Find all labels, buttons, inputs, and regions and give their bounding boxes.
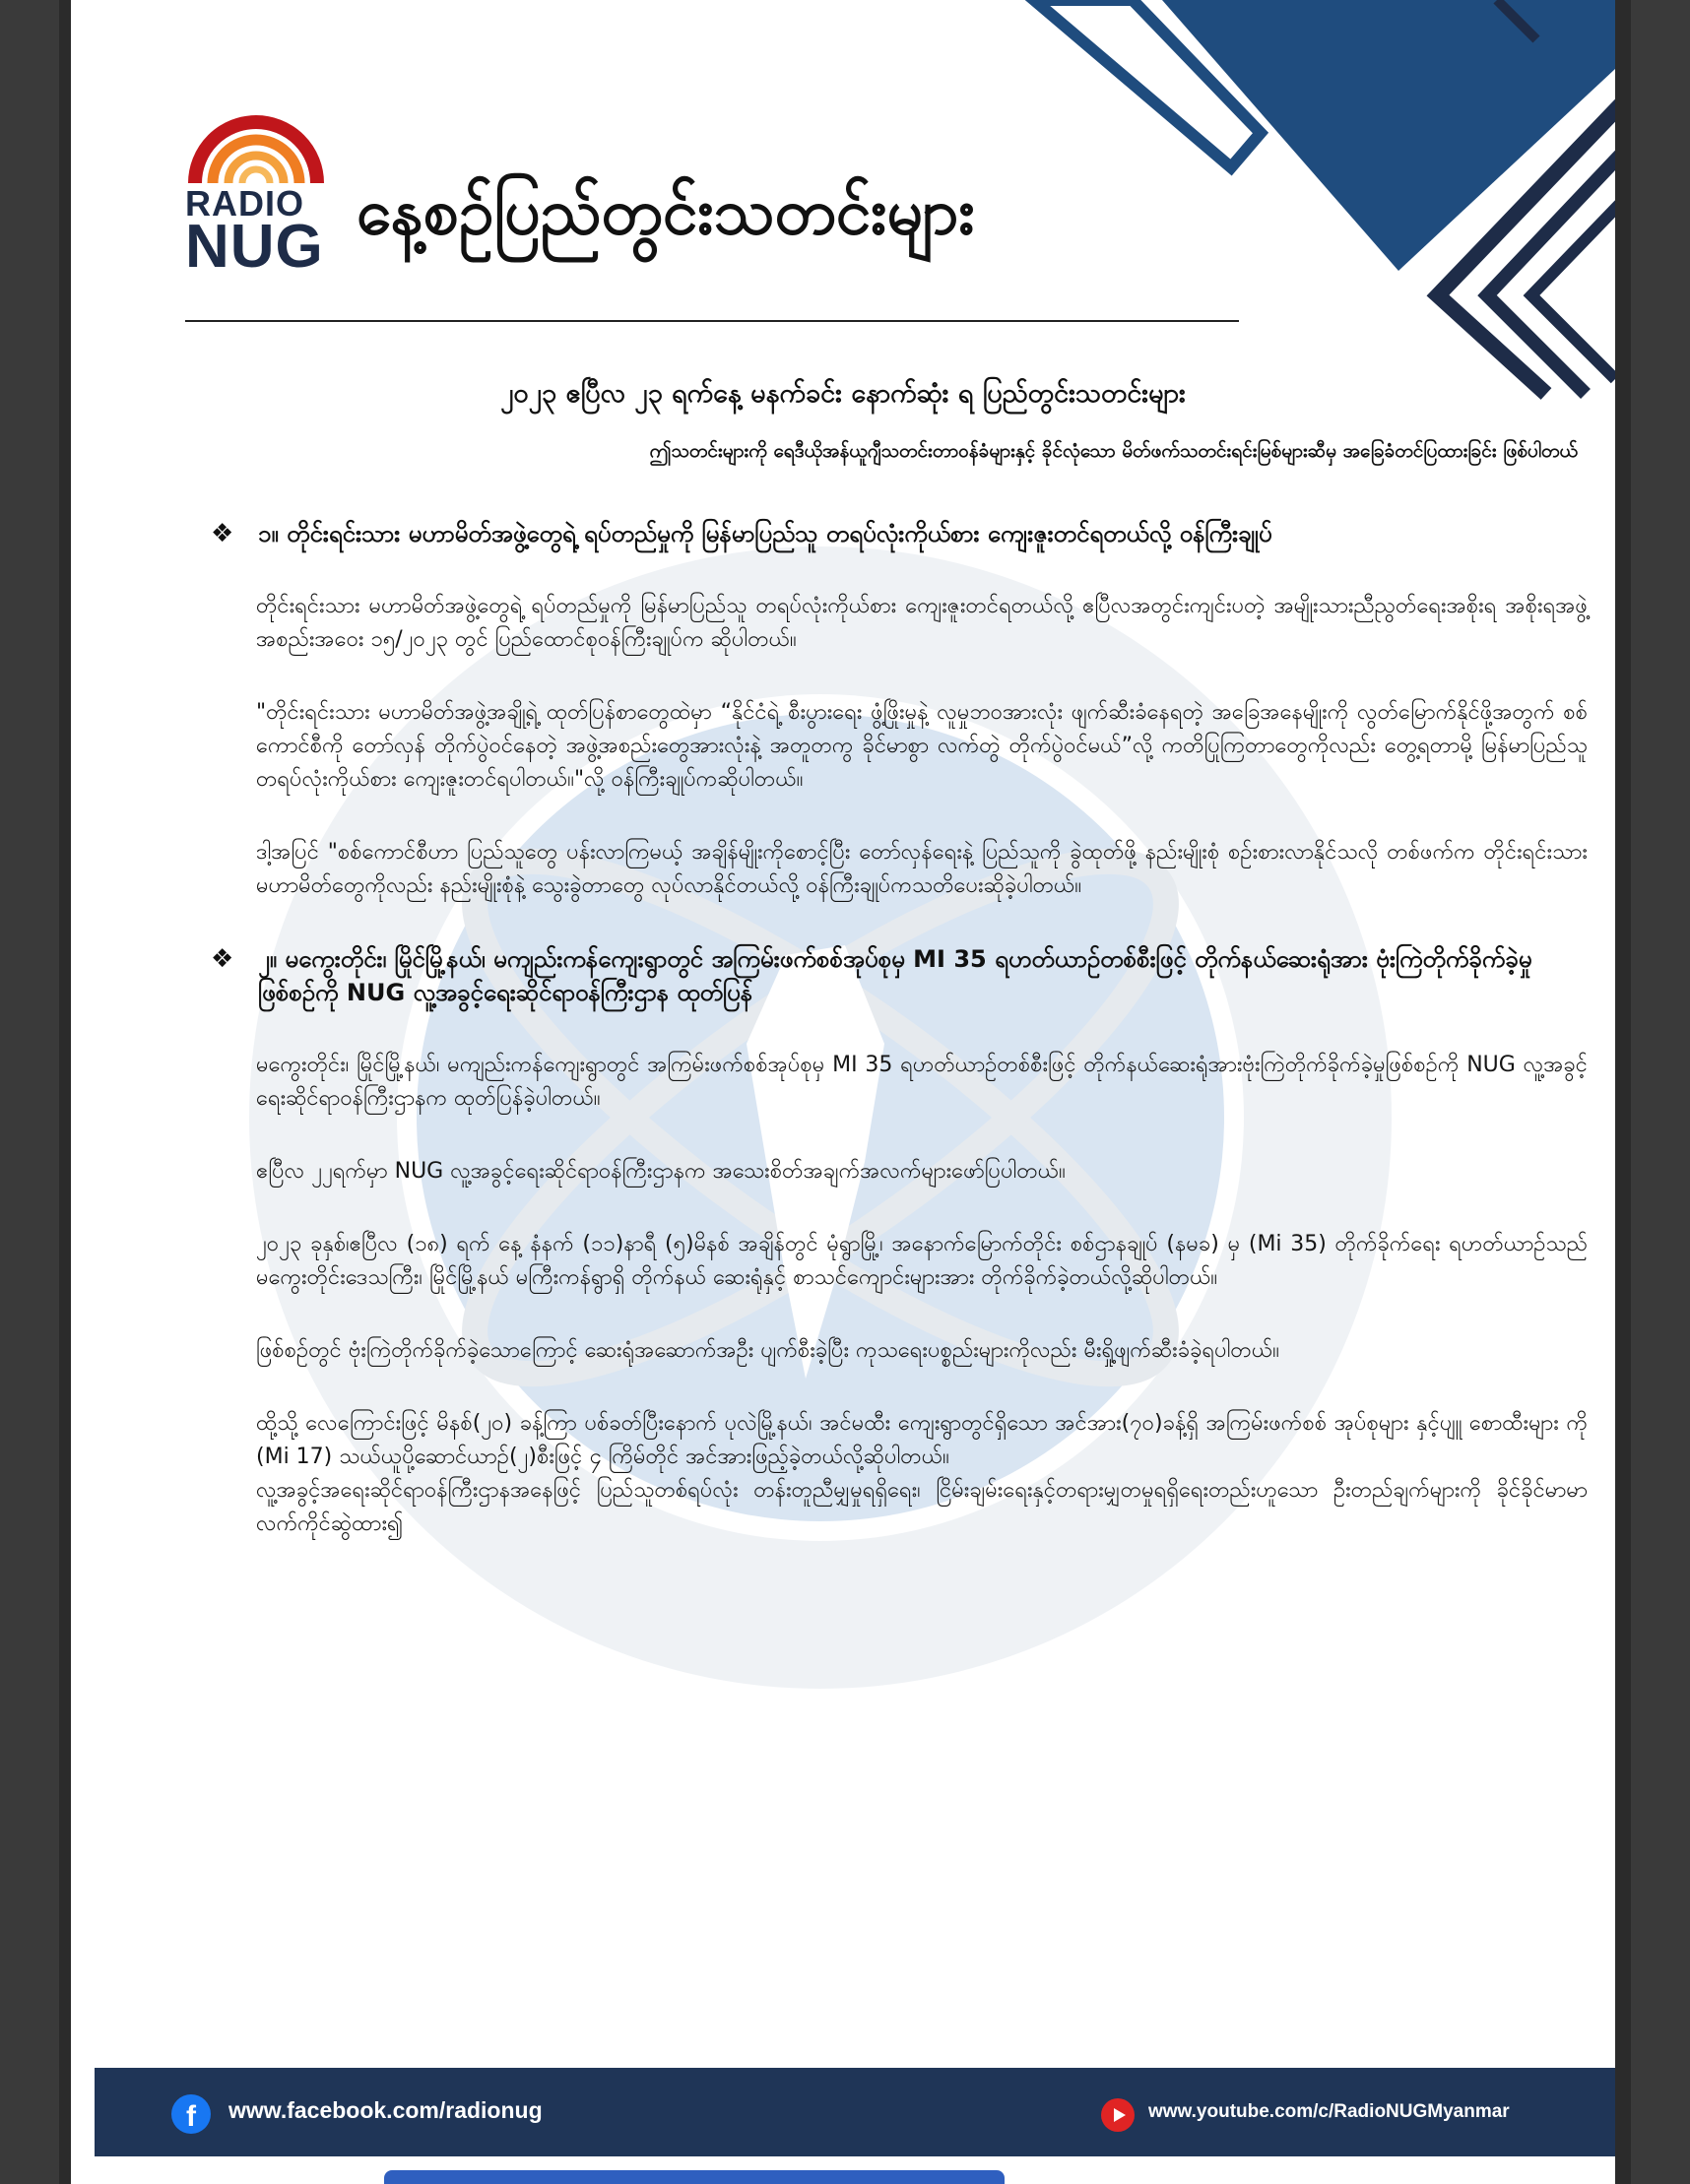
story-headline-text: ၂။ မကွေးတိုင်း၊ မြိုင်မြို့နယ်၊ မကျည်းကန်ကျေးရွာတွင် အကြမ်းဖက်စစ်အုပ်စုမှ MI 35 ရဟတ်ယာဉ်တစ်စီးဖြင့် တိုက်နယ်ဆေးရုံအား ဗုံးကြဲတိုက်ခိုက်ခဲ့မှုဖြစ်စဉ်ကို NUG လူ့အခွင့်ရေးဆိုင်ရာဝန်ကြီးဌာန ထုတ်ပြန် xyxy=(258,945,1532,1006)
news-page xyxy=(71,0,1615,2184)
corner-decoration xyxy=(906,0,1615,423)
story-headline xyxy=(209,942,1588,1009)
story-paragraph: ဖြစ်စဉ်တွင် ဗုံးကြဲတိုက်ခိုက်ခဲ့သောကြောင့် ဆေးရုံအဆောက်အဦး ပျက်စီးခဲ့ပြီး ကုသရေးပစ္စည်းများကိုလည်း မီးရှို့ဖျက်ဆီးခံခဲ့ရပါတယ်။ xyxy=(256,1338,1279,1363)
masthead-title: နေ့စဉ်ပြည်တွင်းသတင်းများ xyxy=(357,176,975,249)
story-paragraph: လူ့အခွင့်အရေးဆိုင်ရာဝန်ကြီးဌာနအနေဖြင့် ပြည်သူတစ်ရပ်လုံး တန်းတူညီမျှမှုရရှိရေး၊ ငြိမ်းချမ်းရေးနှင့်တရားမျှတမှုရရှိရေးတည်းဟူသော ဦးတည်ချက်များကို ခိုင်ခိုင်မာမာလက်ကိုင်ဆွဲထား၍ xyxy=(256,1478,1588,1536)
source-note: ဤသတင်းများကို ရေဒီယိုအန်ယူဂျီသတင်းတာဝန်ခံများနှင့် ခိုင်လုံသော မိတ်ဖက်သတင်းရင်းမြစ်များဆီမှ အခြေခံတင်ပြထားခြင်း ဖြစ်ပါတယ် xyxy=(649,440,1578,462)
story-paragraph: "တိုင်းရင်းသား မဟာမိတ်အဖွဲ့အချို့ရဲ့ ထုတ်ပြန်စာတွေထဲမှာ “နိုင်ငံရဲ့ စီးပွားရေး ဖွံ့ဖြိုးမှုနဲ့ လူမှုဘဝအားလုံး ဖျက်ဆီးခံနေရတဲ့ အခြေအနေမျိုးကို လွတ်မြောက်နိုင်ဖို့အတွက် စစ်ကောင်စီကို တော်လှန် တိုက်ပွဲဝင်နေတဲ့ အဖွဲ့အစည်းတွေအားလုံးနဲ့ အတူတကွ ခိုင်မာစွာ လက်တွဲ တိုက်ပွဲဝင်မယ်”လို့ ကတိပြုကြတာတွေကိုလည်း တွေ့ရတာမို့ မြန်မာပြည်သူ တရပ်လုံးကိုယ်စား ကျေးဇူးတင်ရပါတယ်။"လို့ ဝန်ကြီးချုပ်ကဆိုပါတယ်။ xyxy=(256,700,1588,792)
news-content xyxy=(209,517,1588,1541)
youtube-link[interactable]: www.youtube.com/c/RadioNUGMyanmar xyxy=(1148,2101,1510,2122)
story-headline xyxy=(209,517,1588,550)
youtube-icon[interactable] xyxy=(1101,2098,1135,2132)
story-paragraph: တိုင်းရင်းသား မဟာမိတ်အဖွဲ့တွေရဲ့ ရပ်တည်မှုကို မြန်မာပြည်သူ တရပ်လုံးကိုယ်စား ကျေးဇူးတင်ရတယ်လို့ ဧပြီလအတွင်းကျင်းပတဲ့ အမျိုးသားညီညွတ်ရေးအစိုးရ အစိုးရအဖွဲ့အစည်းအဝေး ၁၅/၂၀၂၃ တွင် ပြည်ထောင်စုဝန်ကြီးချုပ်က ဆိုပါတယ်။ xyxy=(256,594,1588,652)
footer-bar xyxy=(95,2068,1615,2156)
facebook-icon[interactable]: f xyxy=(171,2094,211,2134)
bullet-icon: ❖ xyxy=(211,944,234,974)
story-paragraph: ထို့သို့ လေကြောင်းဖြင့် မိနစ်(၂၀) ခန့်ကြာ ပစ်ခတ်ပြီးနောက် ပုလဲမြို့နယ်၊ အင်မထီး ကျေးရွာတွင်ရှိသော အင်အား(၇၀)ခန့်ရှိ အကြမ်းဖက်စစ် အုပ်စုများ နှင့်ပျူ စောထီးများ ကို (Mi 17) သယ်ယူပို့ဆောင်ယာဉ်(၂)စီးဖြင့် ၄ ကြိမ်တိုင် အင်အားဖြည့်ခဲ့တယ်လို့ဆိုပါတယ်။ xyxy=(256,1411,1588,1469)
bottom-tab xyxy=(384,2170,1005,2184)
story-paragraph: ၂၀၂၃ ခုနှစ်၊ဧပြီလ (၁၈) ရက် နေ့ နံနက် (၁၁)နာရီ (၅)မိနစ် အချိန်တွင် မုံရွာမြို့၊ အနောက်မြောက်တိုင်း စစ်ဌာနချုပ် (နမခ) မှ (Mi 35) တိုက်ခိုက်ရေး ရဟတ်ယာဉ်သည် မကွေးတိုင်းဒေသကြီး၊ မြိုင်မြို့နယ် မကြီးကန်ရွာရှိ တိုက်နယ် ဆေးရုံနှင့် စာသင်ကျောင်းများအား တိုက်ခိုက်ခဲ့တယ်လို့ဆိုပါတယ်။ xyxy=(256,1232,1588,1290)
story-paragraph: ဒါ့အပြင် "စစ်ကောင်စီဟာ ပြည်သူတွေ ပန်းလာကြမယ့် အချိန်မျိုးကိုစောင့်ပြီး တော်လှန်ရေးနဲ့ ပြည်သူကို ခွဲထုတ်ဖို့ နည်းမျိုးစုံ စဉ်းစားလာနိုင်သလို တစ်ဖက်က တိုင်းရင်းသား မဟာမိတ်တွေကိုလည်း နည်းမျိုးစုံနဲ့ သွေးခွဲတာတွေ လုပ်လာနိုင်တယ်လို့ ဝန်ကြီးချုပ်ကသတိပေးဆိုခဲ့ပါတယ်။ xyxy=(256,840,1588,898)
story-headline-text: ၁။ တိုင်းရင်းသား မဟာမိတ်အဖွဲ့တွေရဲ့ ရပ်တည်မှုကို မြန်မာပြည်သူ တရပ်လုံးကိုယ်စား ကျေးဇူးတင်ရတယ်လို့ ဝန်ကြီးချုပ် xyxy=(258,520,1272,547)
radio-nug-logo xyxy=(185,108,328,281)
logo-radio-text: RADIO xyxy=(185,183,304,224)
story-paragraph: ဧပြီလ ၂၂ရက်မှာ NUG လူ့အခွင့်ရေးဆိုင်ရာဝန်ကြီးဌာနက အသေးစိတ်အချက်အလက်များဖော်ပြပါတယ်။ xyxy=(256,1159,1066,1184)
header-divider xyxy=(185,320,1239,322)
page-shadow-right xyxy=(1615,0,1631,2184)
bullet-icon: ❖ xyxy=(211,519,234,548)
logo-arc-icon xyxy=(187,108,325,183)
date-title: ၂၀၂၃ ဧပြီလ ၂၃ ရက်နေ့ မနက်ခင်း နောက်ဆုံး ရ ပြည်တွင်းသတင်းများ xyxy=(500,378,1186,409)
page-shadow-left xyxy=(59,0,71,2184)
facebook-link[interactable]: www.facebook.com/radionug xyxy=(228,2097,543,2123)
logo-nug-text: NUG xyxy=(185,213,324,281)
story-paragraph: မကွေးတိုင်း၊ မြိုင်မြို့နယ်၊ မကျည်းကန်ကျေးရွာတွင် အကြမ်းဖက်စစ်အုပ်စုမှ MI 35 ရဟတ်ယာဉ်တစ်စီးဖြင့် တိုက်နယ်ဆေးရုံအားဗုံးကြဲတိုက်ခိုက်ခဲ့မှုဖြစ်စဉ်ကို NUG လူ့အခွင့်ရေးဆိုင်ရာဝန်ကြီးဌာနက ထုတ်ပြန်ခဲ့ပါတယ်။ xyxy=(256,1053,1588,1111)
